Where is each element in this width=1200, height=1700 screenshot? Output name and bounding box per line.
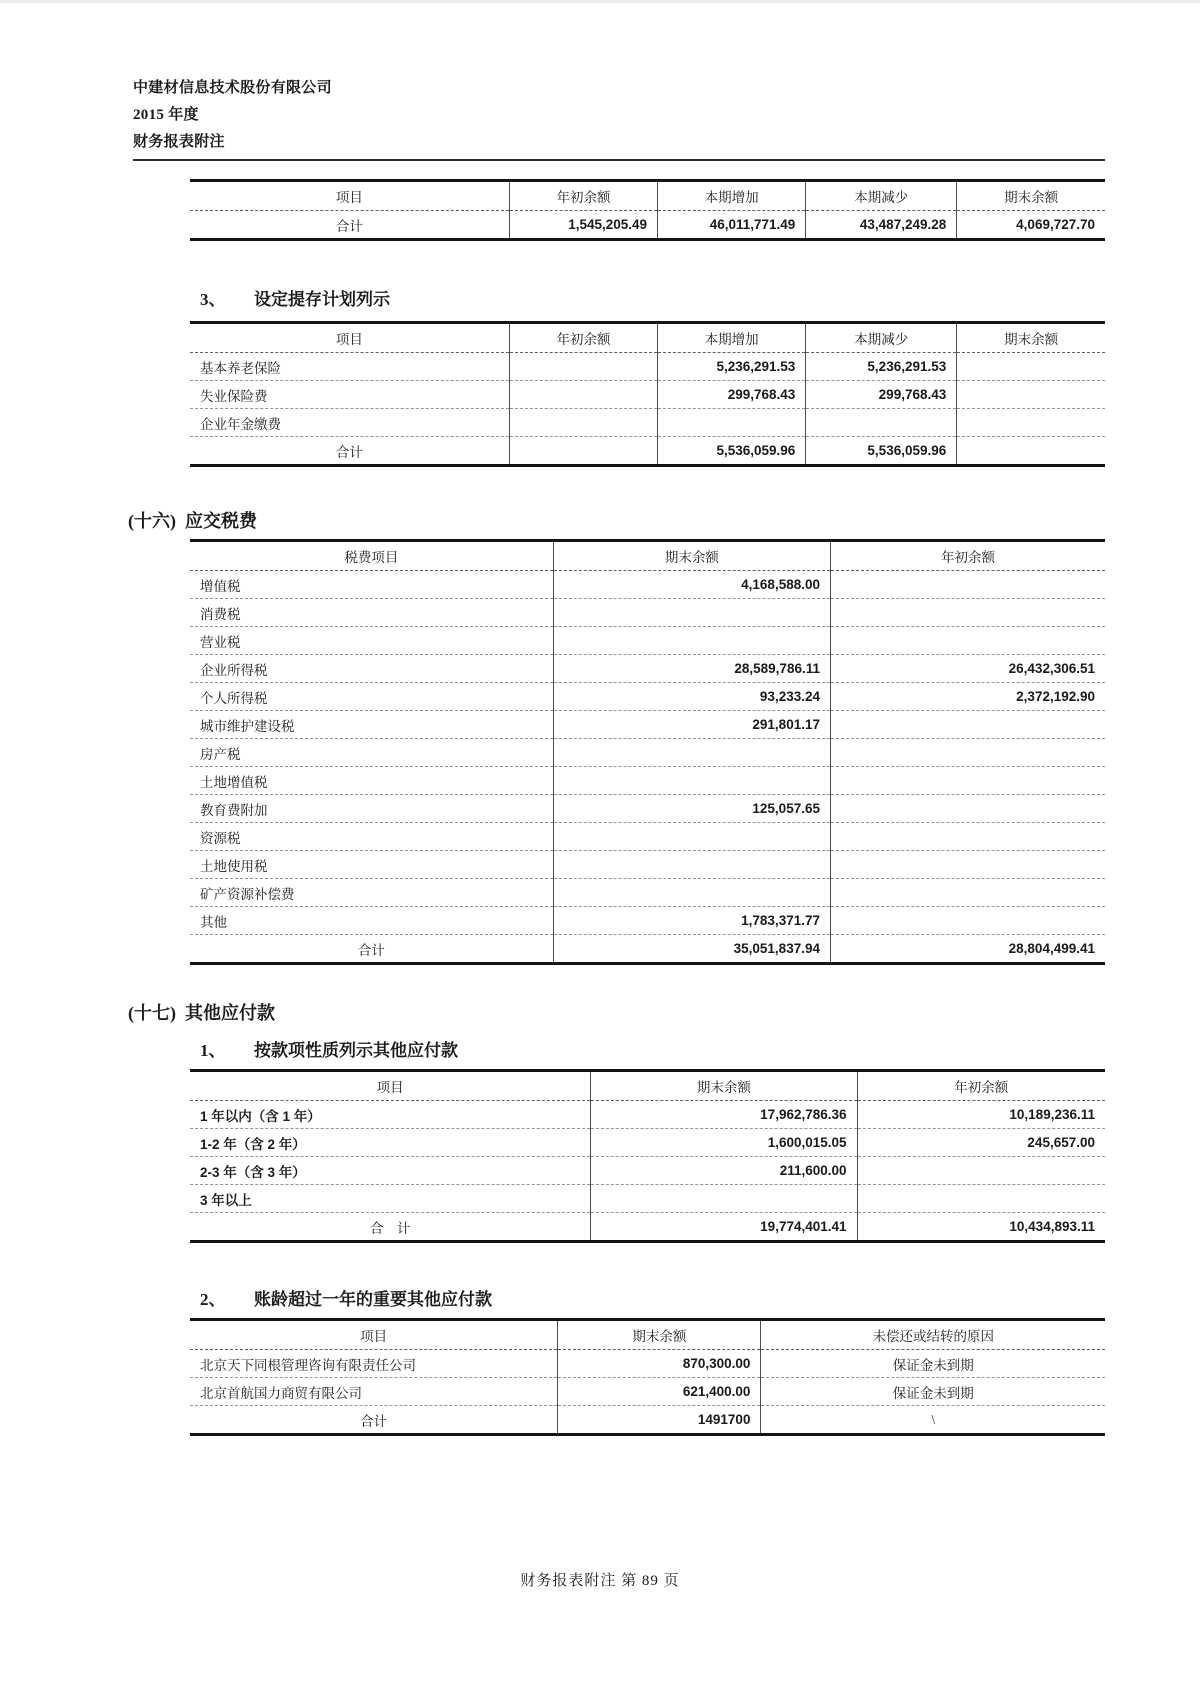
table-row: [190, 879, 1105, 907]
table-cell: [957, 409, 1105, 437]
table-cell: [830, 711, 1105, 739]
table-cell: [509, 409, 657, 437]
table-cell: 1 年以内（含 1 年）: [200, 1108, 321, 1124]
table-cell: 企业年金缴费: [190, 409, 509, 437]
table-cell: 299,768.43: [806, 381, 957, 409]
table-cell: 保证金未到期: [761, 1350, 1105, 1378]
column-header: 年初余额: [509, 323, 657, 353]
section-heading-dc-plan: [200, 287, 1200, 312]
table-cell: 93,233.24: [553, 683, 830, 711]
table-row: [190, 1378, 1105, 1406]
table-cell: 46,011,771.49: [658, 211, 806, 240]
table-cell: 10,434,893.11: [857, 1213, 1105, 1242]
section-title: 其他应付款: [185, 1003, 275, 1023]
table-cell: 17,962,786.36: [591, 1101, 857, 1129]
section-heading-other-payables: [128, 1001, 1200, 1026]
table-cell: [509, 437, 657, 466]
table-cell: [957, 381, 1105, 409]
column-header: 期末余额: [957, 181, 1105, 211]
column-header: 项目: [190, 1320, 558, 1350]
table-row: [190, 1101, 1105, 1129]
subsection-heading-by-nature: [200, 1038, 1200, 1063]
table-cell: 870,300.00: [558, 1350, 761, 1378]
column-header: 年初余额: [509, 181, 657, 211]
header-row: [190, 181, 1105, 211]
table-row: [190, 627, 1105, 655]
table-cell: 4,069,727.70: [957, 211, 1105, 240]
table-cell: 个人所得税: [190, 683, 553, 711]
table-cell: [553, 739, 830, 767]
table-row: [190, 1185, 1105, 1213]
table-cell: [553, 823, 830, 851]
table-row: [190, 381, 1105, 409]
fiscal-year: 2015 年度: [133, 107, 199, 123]
section-number: (十七): [128, 1003, 176, 1023]
carryover-total-table: [190, 179, 1105, 241]
table-cell: 2,372,192.90: [830, 683, 1105, 711]
table-cell: 1-2 年（含 2 年）: [190, 1129, 591, 1157]
table-row: [190, 1350, 1105, 1378]
section-number: 1、: [200, 1041, 226, 1060]
table-cell: 营业税: [190, 627, 553, 655]
header-row: [190, 1320, 1105, 1350]
table-cell: 3 年以上: [190, 1185, 591, 1213]
column-header: 未偿还或结转的原因: [761, 1320, 1105, 1350]
table-row: [190, 711, 1105, 739]
table-cell: 土地使用税: [190, 851, 553, 879]
header-divider: [133, 159, 1105, 161]
table-cell: [509, 381, 657, 409]
table-cell: [830, 627, 1105, 655]
table-cell: 5,536,059.96: [658, 437, 806, 466]
table-row: [190, 571, 1105, 599]
table-cell: 35,051,837.94: [553, 935, 830, 964]
table-cell: 5,236,291.53: [658, 353, 806, 381]
column-header: 年初余额: [857, 1071, 1105, 1101]
table-cell: [830, 907, 1105, 935]
column-header: 本期增加: [658, 323, 806, 353]
column-header: 项目: [190, 1071, 591, 1101]
table-row: [190, 683, 1105, 711]
table-cell: 合计: [190, 437, 509, 466]
table-cell: [553, 879, 830, 907]
table-cell: [830, 599, 1105, 627]
column-header: 项目: [190, 323, 509, 353]
table-cell: [553, 627, 830, 655]
table-row: [190, 739, 1105, 767]
column-header: 本期减少: [806, 181, 957, 211]
table-cell: [553, 767, 830, 795]
table-cell: 28,804,499.41: [830, 935, 1105, 964]
table-cell: [591, 1185, 857, 1213]
table-row: [190, 1406, 1105, 1435]
table-cell: 1,545,205.49: [509, 211, 657, 240]
column-header: 期末余额: [591, 1071, 857, 1101]
table-cell: [553, 599, 830, 627]
table-cell: 1491700: [558, 1406, 761, 1435]
table-cell: 基本养老保险: [200, 360, 281, 376]
table-cell: [830, 851, 1105, 879]
table-row: [190, 767, 1105, 795]
table-row: [190, 1213, 1105, 1242]
table-row: [190, 1157, 1105, 1185]
table-cell: 矿产资源补偿费: [190, 879, 553, 907]
table-cell: 消费税: [190, 599, 553, 627]
table-cell: 失业保险费: [190, 381, 509, 409]
table-cell: 4,168,588.00: [553, 571, 830, 599]
section-title: 设定提存计划列示: [254, 290, 390, 309]
table-cell: 5,236,291.53: [806, 353, 957, 381]
section-number: 3、: [200, 290, 226, 309]
table-cell: 26,432,306.51: [830, 655, 1105, 683]
page-footer: 财务报表附注 第 89 页: [520, 1573, 680, 1589]
table-cell: 北京天下同根管理咨询有限责任公司: [200, 1357, 416, 1373]
table-row: [190, 353, 1105, 381]
table-cell: 增值税: [200, 578, 241, 594]
table-cell: 621,400.00: [558, 1378, 761, 1406]
table-cell: \: [761, 1406, 1105, 1435]
dc-plan-table: [190, 321, 1105, 467]
table-cell: 19,774,401.41: [591, 1213, 857, 1242]
table-cell: [806, 409, 957, 437]
table-cell: [830, 823, 1105, 851]
table-row: [190, 1129, 1105, 1157]
table-row: [190, 437, 1105, 466]
column-header: 税费项目: [190, 541, 553, 571]
table-cell: 1,600,015.05: [591, 1129, 857, 1157]
table-cell: 企业所得税: [190, 655, 553, 683]
table-cell: 291,801.17: [553, 711, 830, 739]
table-cell: 245,657.00: [857, 1129, 1105, 1157]
taxes-payable-table: [190, 539, 1105, 965]
table-cell: 合计: [190, 1406, 558, 1435]
column-header: 本期增加: [658, 181, 806, 211]
important-aged-payables-table: [190, 1318, 1105, 1436]
table-row: [190, 409, 1105, 437]
table-row: [190, 795, 1105, 823]
table-cell: 299,768.43: [658, 381, 806, 409]
table-cell: 5,536,059.96: [806, 437, 957, 466]
table-cell: [830, 795, 1105, 823]
table-cell: [957, 353, 1105, 381]
table-row: [190, 907, 1105, 935]
table-cell: 教育费附加: [190, 795, 553, 823]
table-row: [190, 851, 1105, 879]
table-cell: 28,589,786.11: [553, 655, 830, 683]
table-cell: [830, 879, 1105, 907]
table-cell: [830, 767, 1105, 795]
section-title: 账龄超过一年的重要其他应付款: [254, 1290, 492, 1309]
column-header: 本期减少: [806, 323, 957, 353]
table-cell: 2-3 年（含 3 年）: [190, 1157, 591, 1185]
table-cell: [857, 1185, 1105, 1213]
header-row: [190, 1071, 1105, 1101]
table-row: [190, 211, 1105, 240]
section-title: 按款项性质列示其他应付款: [254, 1041, 458, 1060]
header-row: [190, 323, 1105, 353]
column-header: 期末余额: [553, 541, 830, 571]
table-cell: [509, 353, 657, 381]
section-heading-taxes-payable: [128, 509, 1200, 534]
table-cell: 合 计: [190, 1213, 591, 1242]
column-header: 期末余额: [558, 1320, 761, 1350]
table-cell: [553, 851, 830, 879]
table-cell: 北京首航国力商贸有限公司: [190, 1378, 558, 1406]
header-row: [190, 541, 1105, 571]
table-row: [190, 655, 1105, 683]
document-header: [133, 3, 1200, 156]
table-cell: 合计: [335, 218, 363, 234]
table-cell: [957, 437, 1105, 466]
table-cell: 土地增值税: [190, 767, 553, 795]
document-title: 财务报表附注: [133, 134, 225, 150]
column-header: 期末余额: [957, 323, 1105, 353]
section-title: 应交税费: [185, 511, 257, 531]
subsection-heading-over-one-year: [200, 1287, 1200, 1312]
table-cell: [658, 409, 806, 437]
table-cell: 211,600.00: [591, 1157, 857, 1185]
column-header: 年初余额: [830, 541, 1105, 571]
table-row: [190, 599, 1105, 627]
table-cell: 其他: [190, 907, 553, 935]
company-name: 中建材信息技术股份有限公司: [133, 80, 332, 96]
table-cell: [857, 1157, 1105, 1185]
table-cell: [830, 739, 1105, 767]
table-cell: 1,783,371.77: [553, 907, 830, 935]
table-cell: 资源税: [190, 823, 553, 851]
table-cell: 房产税: [190, 739, 553, 767]
table-cell: 10,189,236.11: [857, 1101, 1105, 1129]
table-cell: [830, 571, 1105, 599]
column-header: 项目: [190, 181, 509, 211]
section-number: 2、: [200, 1290, 226, 1309]
section-number: (十六): [128, 511, 176, 531]
table-cell: 43,487,249.28: [806, 211, 957, 240]
table-cell: 合计: [190, 935, 553, 964]
table-cell: 城市维护建设税: [190, 711, 553, 739]
table-cell: 保证金未到期: [761, 1378, 1105, 1406]
table-row: [190, 935, 1105, 964]
table-row: [190, 823, 1105, 851]
other-payables-by-nature-table: [190, 1069, 1105, 1243]
table-cell: 125,057.65: [553, 795, 830, 823]
